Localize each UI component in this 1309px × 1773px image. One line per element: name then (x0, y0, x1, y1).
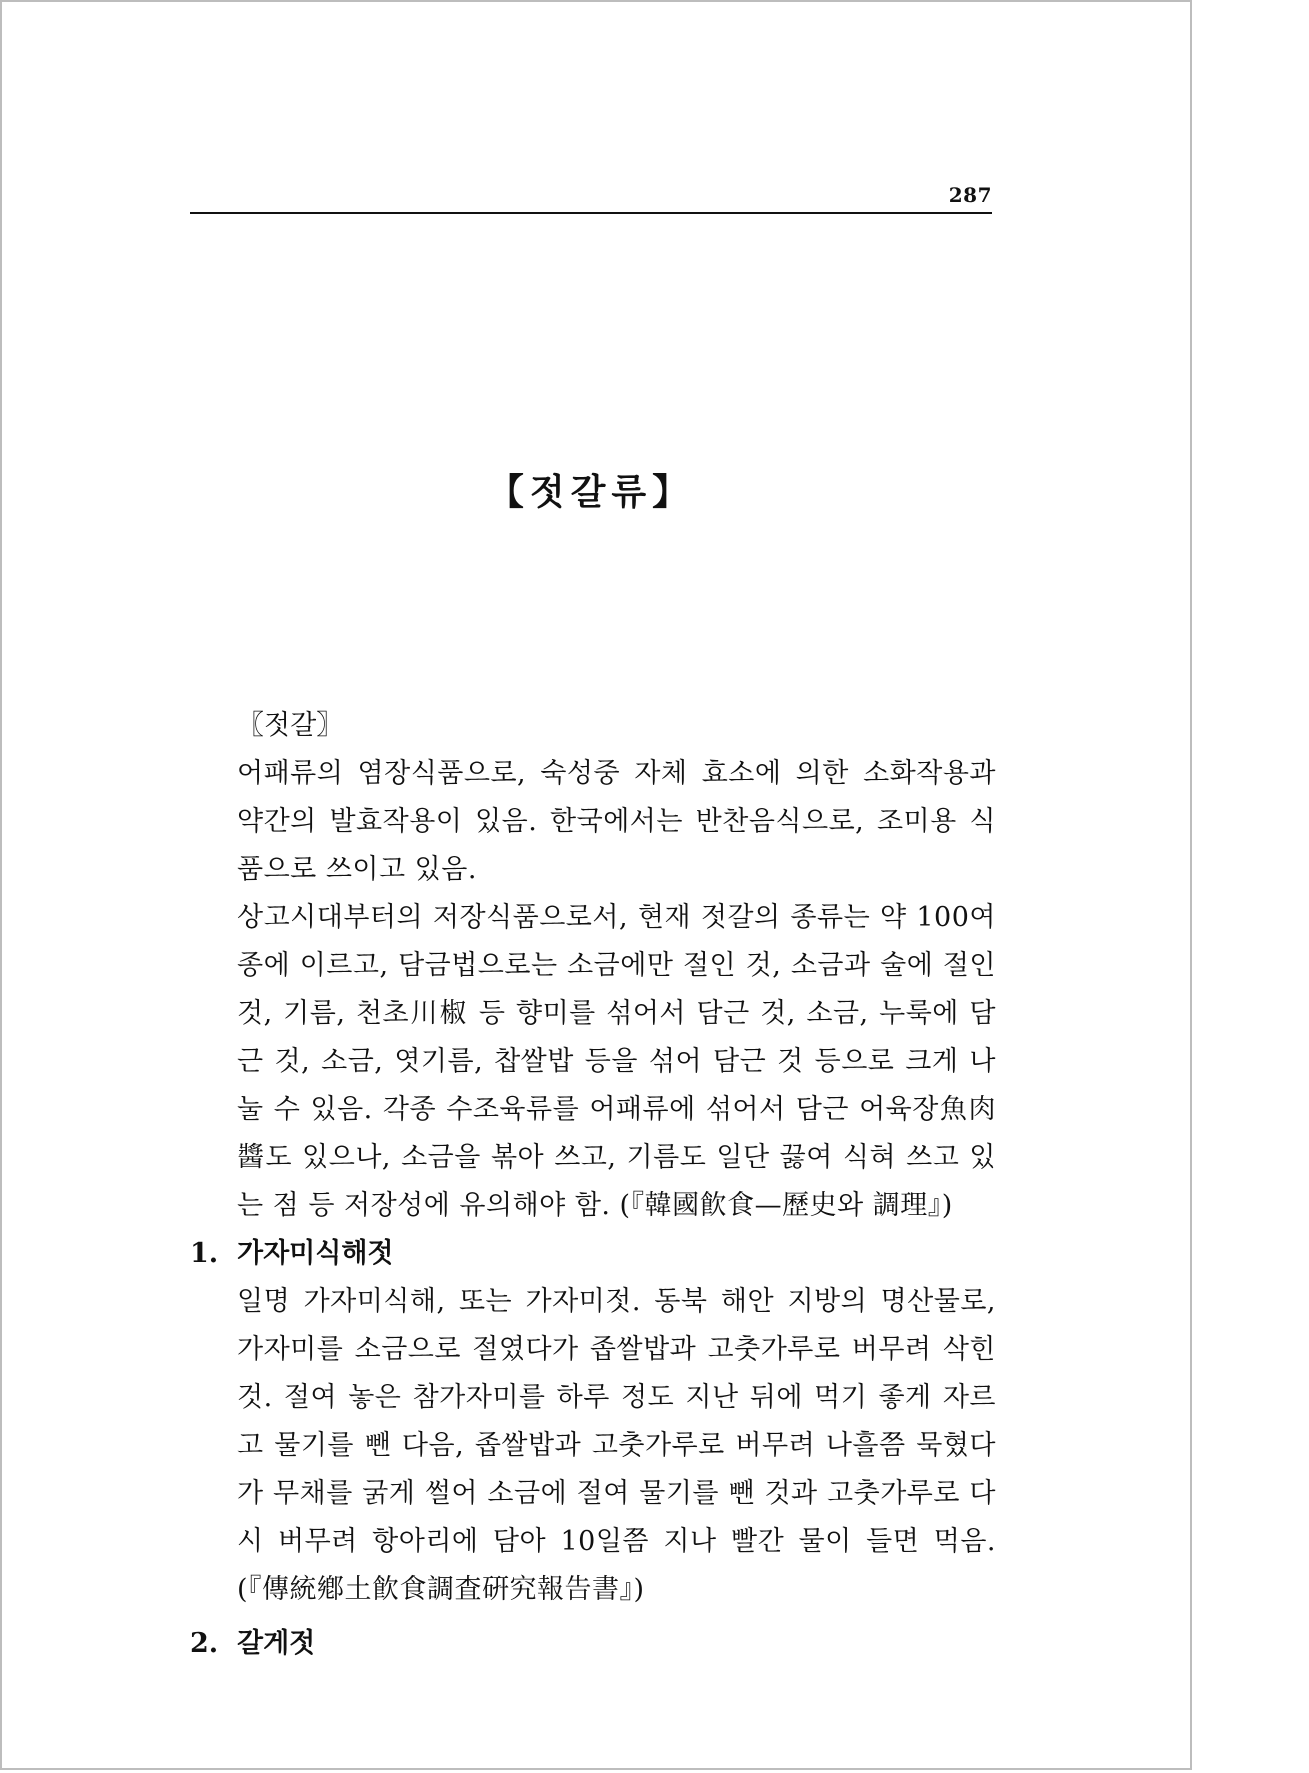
list-item-body: 일명 가자미식해, 또는 가자미젓. 동북 해안 지방의 명산물로, 가자미를 소금으로 절였다가 좁쌀밥과 고춧가루로 버무려 삭힌 것. 절여 놓은 참가자미를 하루 정도 지난 뒤에 먹기 좋게 자르고 물기를 뺀 다음, 좁쌀밥과 고춧가루로 버무려 나흘쯤 묵혔다가 무채를 굵게 썰어 소금에 절여 물기를 뺀 것과 고춧가루로 다시 버무려 항아리에 담아 10일쯤 지나 빨간 물이 들면 먹음. (『傳統鄕土飮食調査硏究報告書』) (237, 1286, 996, 1605)
page-content (190, 702, 996, 1668)
section-subhead: 〖젓갈〗 (237, 710, 344, 741)
header-rule (190, 212, 992, 214)
list-item-heading (190, 1620, 996, 1668)
list-item-heading (190, 1230, 996, 1278)
list-item-number: 1. (190, 1238, 219, 1269)
book-page-edge (1192, 0, 1309, 1773)
chapter-title: 【젓갈류】 (487, 471, 695, 513)
list-item-number: 2. (190, 1628, 219, 1659)
list-item-title: 갈게젓 (237, 1628, 316, 1659)
section-paragraph: 상고시대부터의 저장식품으로서, 현재 젓갈의 종류는 약 100여종에 이르고, 담금법으로는 소금에만 절인 것, 소금과 술에 절인 것, 기름, 천초川椒 등 향미를 섞어서 담근 것, 소금, 누룩에 담근 것, 소금, 엿기름, 찹쌀밥 등을 섞어 담근 것 등으로 크게 나눌 수 있음. 각종 수조육류를 어패류에 섞어서 담근 어육장魚肉醬도 있으나, 소금을 볶아 쓰고, 기름도 일단 끓여 식혀 쓰고 있는 점 등 저장성에 유의해야 함. (『韓國飮食—歷史와 調理』) (237, 902, 996, 1221)
list-item-title: 가자미식해젓 (237, 1238, 394, 1269)
page-number: 287 (948, 183, 992, 207)
section-paragraph: 어패류의 염장식품으로, 숙성중 자체 효소에 의한 소화작용과 약간의 발효작용이 있음. 한국에서는 반찬음식으로, 조미용 식품으로 쓰이고 있음. (237, 758, 996, 885)
